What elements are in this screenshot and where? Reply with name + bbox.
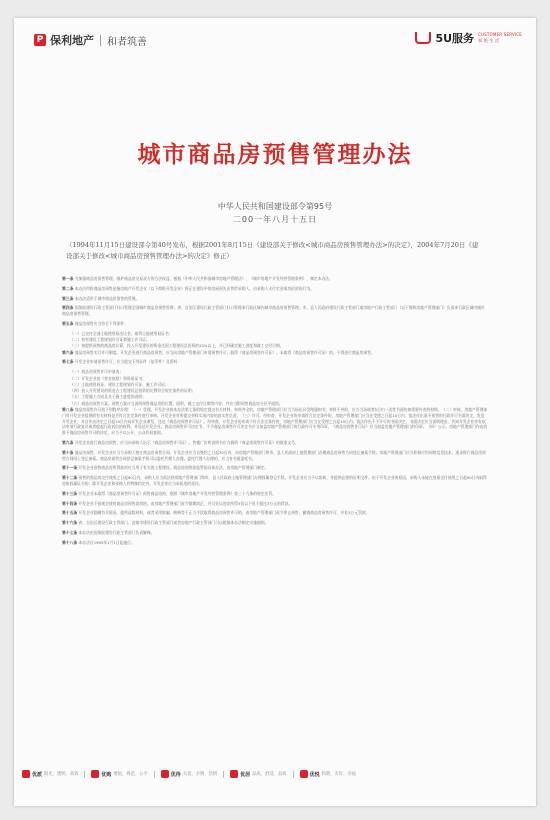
article-paragraph [62, 407, 488, 436]
article-number: 第十条 [62, 449, 75, 455]
footer-value-name: 优悦 [309, 771, 320, 778]
article-text: （四）投入开发建设的资金占工程建设总投资的比例符合规定条件的证明； [70, 388, 196, 394]
article-paragraph [62, 359, 488, 365]
article-paragraph [62, 510, 488, 516]
poster-header [14, 18, 536, 58]
article-item [62, 369, 488, 375]
poly-logo-icon: P [34, 34, 46, 46]
article-text: 省、自治区建设行政主管部门、直辖市建设行政主管部门或者房地产行政主管部门可以根据本办法制定实施细则。 [78, 520, 269, 526]
5u-logo-icon [415, 32, 431, 44]
article-number: 第五条 [62, 320, 75, 326]
article-text: 开发企业不按规定使用商品房预售款项的，由房地产管理部门责令限期纠正，并可处以违法所得3倍以下但不超过3万元的罚款。 [78, 500, 293, 506]
article-text: （五）工程施工合同及关于施工进度的说明； [70, 394, 146, 400]
footer-value-desc: 关爱、亲情、热情 [182, 772, 218, 777]
article-paragraph [62, 450, 488, 462]
article-text: 开发企业预售商品房所得款项应当用于有关的工程建设。商品房预售款监管的具体办法，由房地产管理部门制定。 [78, 465, 269, 471]
article-number: 第十五条 [62, 510, 79, 516]
article-item [62, 337, 488, 343]
article-text: （一）已交付全部土地使用权出让金，取得土地使用权证书； [70, 330, 173, 336]
article-text: 预售的商品房交付使用之日起90日内，承购人应当依法到房地产管理部门和市、县人民政府土地管理部门办理权属登记手续。开发企业应当予以协助，并提供必要的证明文件。由于开发企业的原因，承购人未能在房屋交付使用之日起90日内取得房屋权属证书的，除开发企业和承购人有特殊约定外，开发企业应当承担违约责任。 [62, 475, 487, 487]
article-number: 第四条 [62, 305, 75, 311]
article-text: （一）商品房预售许可申请表； [70, 369, 124, 375]
document-decree: 中华人民共和国建设部令第95号 [217, 202, 333, 211]
value-badge-icon [161, 770, 169, 778]
footer-value-name: 优派 [32, 771, 43, 778]
article-paragraph [62, 491, 488, 497]
document-title: 城市商品房预售管理办法 [137, 141, 413, 168]
article-number: 第八条 [62, 407, 75, 413]
footer-value-desc: 和谐、友好、幸福 [321, 772, 356, 777]
article-text: （三）按提供预售的商品房计算，投入开发建设的资金达到工程建设总投资的25%以上，并已经确定施工进度和竣工交付日期。 [70, 343, 284, 349]
article-number: 第七条 [62, 359, 75, 365]
footer-value-desc: 品质、舒适、品质 [252, 772, 287, 777]
article-item [62, 394, 488, 400]
article-number: 第十一条 [62, 465, 79, 471]
footer-divider [223, 771, 224, 778]
article-text: 商品房预售应当符合下列条件： [74, 320, 128, 326]
article-paragraph [62, 530, 488, 536]
footer-value-item [300, 770, 356, 778]
article-text: （六）商品房预售方案。预售方案应当说明预售商品房的位置、面积、竣工交付日期等内容，并应当附预售商品房分层平面图。 [70, 400, 283, 406]
article-text: 开发企业进行商品房预售，应当向承购人出示《商品房预售许可证》。售楼广告和说明书应当载明《商品房预售许可证》的批准文号。 [74, 440, 299, 446]
article-number: 第六条 [62, 349, 75, 355]
article-text: 开发企业隐瞒有关情况、提供虚假材料，或者采用欺骗、贿赂等不正当手段取得商品房预售许可的，由房地产管理部门责令停止预售，撤销商品房预售许可，并处3万元罚款。 [78, 510, 370, 516]
service-brand-name: 5U服务 [435, 32, 475, 45]
article-paragraph [62, 276, 488, 282]
article-paragraph [62, 305, 488, 317]
footer-value-desc: 增值、规范、公平 [113, 772, 148, 777]
footer-value-item [22, 770, 78, 778]
article-text: 商品房预售许可依下列程序办理：（一）受理。开发企业按本办法第七条的规定提交有关材料，材料齐全的，房地产管理部门应当当场出具受理通知书；材料不齐的，应当当场或者5日内一次性书面告知需要补充的材料。（二）审核。房地产管理部门对开发企业提供的有关材料是否符合法定条件进行审核。开发企业对所提交材料实质内容的真实性负责。（三）许可。经审查，开发企业的申请符合法定条件的，房地产管理部门应当在受理之日起10日内，依法作出准予预售的行政许可书面决定，发送开发企业，并自作出决定之日起10日内向开发企业颁发、送达《商品房预售许可证》。经审查，开发企业的申请不符合法定条件的，房地产管理部门应当在受理之日起10日内，依法作出不予许可的书面决定。书面决定应当说明理由，告知开发企业享有依法申请行政复议或者提起行政诉讼的权利，并送达开发企业。商品房预售许可决定书、不予商品房预售许可决定书应当加盖房地产管理部门的行政许可专用印章，《商品房预售许可证》应当加盖房地产管理部门的印章。（四）公示。房地产管理部门作出的准予商品房预售许可的决定，应当予以公开，公众有权查阅。 [62, 407, 488, 436]
article-item [62, 388, 488, 394]
article-paragraph [62, 540, 488, 546]
footer-values [22, 770, 356, 778]
poster-footer [14, 760, 536, 794]
service-brand [415, 30, 522, 46]
footer-divider [154, 771, 155, 778]
article-text: 本办法所称商品房预售是指房地产开发企业（以下简称开发企业）将正在建设中的房屋预先出售给承购人，由承购人支付定金或房价款的行为。 [74, 285, 314, 291]
article-number: 第九条 [62, 440, 75, 446]
article-text: 国务院建设行政主管部门归口管理全国城市商品房预售管理；省、自治区建设行政主管部门归口管理本行政区域内城市商品房预售管理；市、县人民政府建设行政主管部门或房地产行政主管部门（以下简称房地产管理部门）负责本行政区域内城市商品房预售管理。 [62, 305, 485, 317]
article-text: （二）持有建设工程规划许可证和施工许可证； [70, 337, 150, 343]
article-list [62, 276, 488, 550]
article-text: （三）土地使用权证、建设工程规划许可证、施工许可证； [70, 381, 169, 387]
article-paragraph [62, 321, 488, 327]
value-badge-icon [22, 770, 30, 778]
footer-value-item [91, 770, 147, 778]
service-brand-sub [478, 32, 522, 44]
article-item [62, 376, 488, 382]
service-brand-sub-en: CUSTOMER SERVICE [478, 32, 522, 37]
article-paragraph [62, 286, 488, 292]
article-text: 开发企业申请预售许可，应当提交下列证件（复印件）及资料： [74, 359, 182, 365]
document-date: 二00一年八月十五日 [232, 215, 318, 224]
regulation-poster [14, 18, 536, 806]
article-number: 第二条 [62, 285, 75, 291]
brand-divider [100, 35, 101, 46]
article-paragraph [62, 440, 488, 446]
article-number: 第一条 [62, 276, 75, 281]
article-text: 本办法由国务院建设行政主管部门负责解释。 [78, 530, 155, 535]
poly-brand-name: 保利地产 [50, 34, 94, 47]
article-number: 第十六条 [62, 520, 79, 526]
footer-value-name: 优待 [170, 771, 181, 778]
article-paragraph [62, 296, 488, 302]
footer-divider [84, 771, 85, 778]
footer-value-name: 优居 [240, 771, 251, 778]
article-text: 商品房预售实行许可制度。开发企业进行商品房预售，应当向房地产管理部门申请预售许可，取得《商品房预售许可证》。未取得《商品房预售许可证》的，不得进行商品房预售。 [74, 349, 375, 355]
article-number: 第十七条 [62, 530, 79, 535]
value-badge-icon [230, 770, 238, 778]
footer-value-item [161, 770, 217, 778]
service-brand-sub-cn: 和 悦 生 活 [478, 38, 500, 43]
poly-brand [34, 32, 147, 48]
article-number: 第十八条 [62, 539, 79, 545]
article-text: 本办法适用于城市商品房预售的管理。 [74, 295, 140, 301]
article-text: 开发企业未取得《商品房预售许可证》预售商品房的，依照《城市房地产开发经营管理条例》第三十九条的规定处罚。 [78, 490, 276, 496]
footer-value-item [230, 770, 286, 778]
article-paragraph [62, 465, 488, 471]
article-text: 本办法自1995年1月1日起施行。 [78, 539, 135, 545]
article-item [62, 331, 488, 337]
article-paragraph [62, 520, 488, 526]
article-number: 第三条 [62, 295, 75, 301]
article-number: 第十二条 [62, 475, 79, 481]
article-item [62, 401, 488, 407]
article-text: （二）开发企业的《营业执照》和资质证书； [70, 375, 146, 381]
article-item [62, 343, 488, 349]
article-number: 第十四条 [62, 500, 79, 506]
article-text: 为加强商品房预售管理，维护商品房交易双方的合法权益，根据《中华人民共和国城市房地产管理法》、《城市房地产开发经营管理条例》，制定本办法。 [74, 276, 333, 281]
footer-divider [293, 771, 294, 778]
article-number: 第十三条 [62, 490, 79, 496]
footer-value-name: 优购 [101, 771, 112, 778]
article-paragraph [62, 475, 488, 487]
footer-value-desc: 阳光、透明、高效 [44, 772, 79, 777]
poly-brand-slogan: 和者筑善 [107, 36, 147, 48]
document-preface: （1994年11月15日建设部令第40号发布，根据2001年8月15日《建设部关于修改<城市商品房预售管理办法>的决定》，2004年7月20日《建设部关于修改<城市商品房预售管理办法>的决定》修正） [66, 241, 479, 260]
article-paragraph [62, 350, 488, 356]
value-badge-icon [300, 770, 308, 778]
article-text: 商品房预售，开发企业应当与承购人签订商品房预售合同。开发企业应当自签约之日起30日内，向房地产管理部门和市、县人民政府土地管理部门办理商品房预售合同登记备案手续。房地产管理部门应当积极应用网络信息技术，逐步推行商品房预售合同网上登记备案。商品房预售合同登记备案手续可以委托代理人办理。委托代理人办理的，应当有书面委托书。 [62, 449, 486, 461]
article-item [62, 382, 488, 388]
value-badge-icon [91, 770, 99, 778]
article-paragraph [62, 501, 488, 507]
